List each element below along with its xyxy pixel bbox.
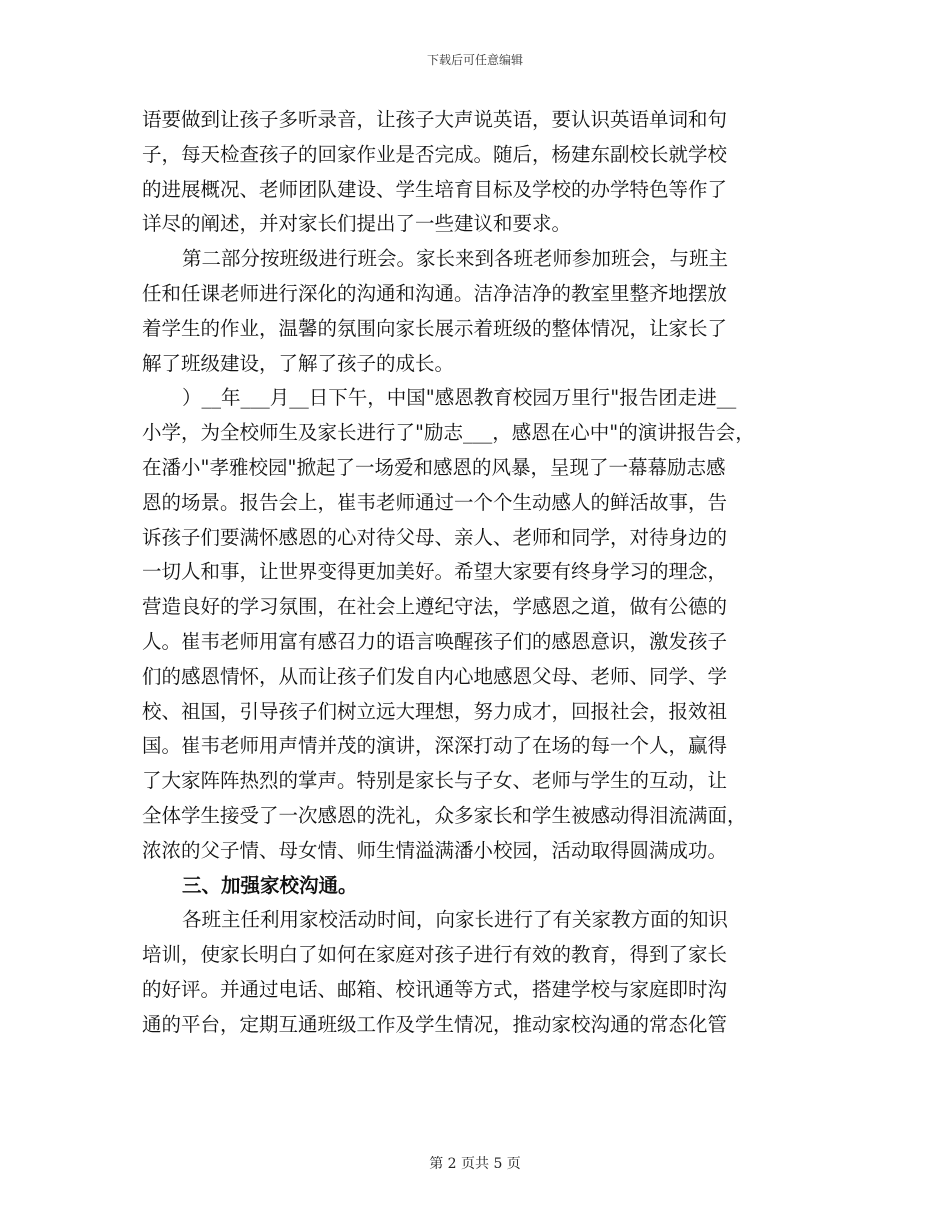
text-line: 小学，为全校师生及家长进行了"励志___，感恩在心中"的演讲报告会， [142,421,755,445]
text-line: 的进展概况、老师团队建设、学生培育目标及学校的办学特色等作了 [142,177,728,201]
text-line: 全体学生接受了一次感恩的洗礼，众多家长和学生被感动得泪流满面， [142,803,747,827]
text-line: 一切人和事，让世界变得更加美好。希望大家要有终身学习的理念， [142,560,728,584]
document-body [142,103,822,1043]
page-number: 第 2 页共 5 页 [429,1156,521,1172]
text-line: 营造良好的学习氛围，在社会上遵纪守法，学感恩之道，做有公德的 [142,595,728,619]
text-line: 培训，使家长明白了如何在家庭对孩子进行有效的教育，得到了家长 [142,943,728,967]
text-line: 的好评。并通过电话、邮箱、校讯通等方式，搭建学校与家庭即时沟 [142,977,728,1001]
section-heading: 三、加强家校沟通。 [182,873,358,897]
text-line: 们的感恩情怀，从而让孩子们发自内心地感恩父母、老师、同学、学 [142,664,728,688]
text-line: 国。崔韦老师用声情并茂的演讲，深深打动了在场的每一个人，赢得 [142,734,728,758]
page-header-note: 下载后可任意编辑 [426,53,523,67]
text-line: 语要做到让孩子多听录音，让孩子大声说英语，要认识英语单词和句 [142,108,728,131]
text-line: 在潘小"孝雅校园"掀起了一场爱和感恩的风暴，呈现了一幕幕励志感 [142,455,726,479]
text-line: 校、祖国，引导孩子们树立远大理想，努力成才，回报社会，报效祖 [142,699,728,723]
text-line: 恩的场景。报告会上，崔韦老师通过一个个生动感人的鲜活故事，告 [142,490,728,514]
text-line: 详尽的阐述，并对家长们提出了一些建议和要求。 [142,212,572,236]
text-line: 子，每天检查孩子的回家作业是否完成。随后，杨建东副校长就学校 [142,142,728,166]
text-line: 各班主任利用家校活动时间，向家长进行了有关家教方面的知识 [182,908,729,932]
text-line: 人。崔韦老师用富有感召力的语言唤醒孩子们的感恩意识，激发孩子 [142,629,728,653]
text-line: ）__年___月__日下午，中国"感恩教育校园万里行"报告团走进__ [182,386,737,410]
text-line: 通的平台，定期互通班级工作及学生情况，推动家校沟通的常态化管 [142,1012,728,1036]
text-line: 着学生的作业，温馨的氛围向家长展示着班级的整体情况，让家长了 [142,316,728,340]
text-line: 浓浓的父子情、母女情、师生情溢满潘小校园，活动取得圆满成功。 [142,838,728,862]
text-line: 诉孩子们要满怀感恩的心对待父母、亲人、老师和同学，对待身边的 [142,525,728,549]
text-line: 了大家阵阵热烈的掌声。特别是家长与子女、老师与学生的互动，让 [142,769,728,793]
text-line: 第二部分按班级进行班会。家长来到各班老师参加班会，与班主 [182,247,729,271]
text-line: 解了班级建设，了解了孩子的成长。 [142,351,455,375]
text-line: 任和任课老师进行深化的沟通和沟通。洁净洁净的教室里整齐地摆放 [142,281,728,305]
